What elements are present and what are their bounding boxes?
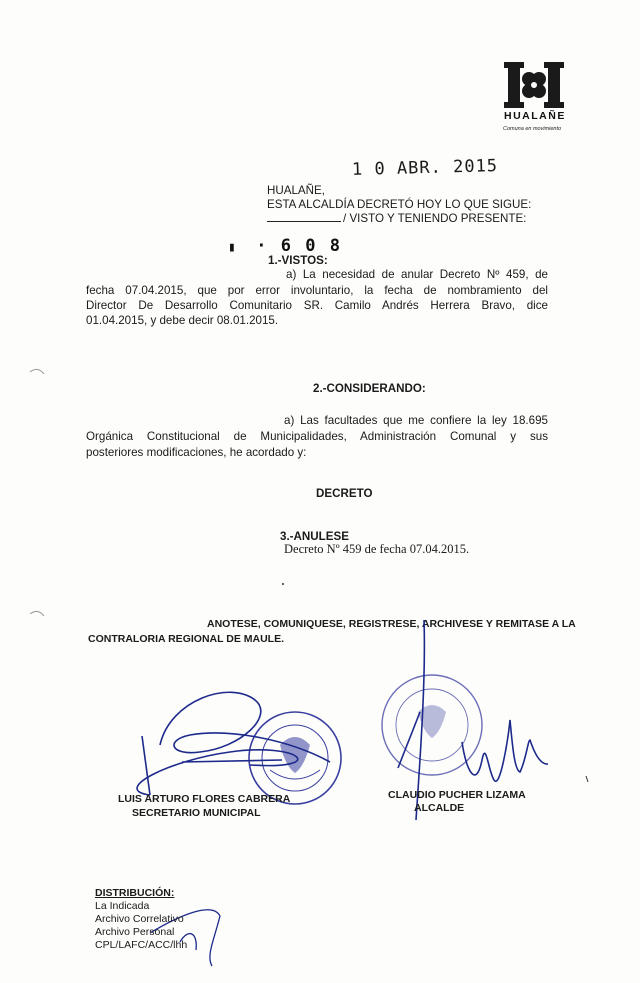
distribution-item: CPL/LAFC/ACC/lhh [95,939,188,951]
stamp-prefix-mark: ▮ [228,240,238,255]
vistos-line: Director De Desarrollo Comunitario SR. Camilo Andrés Herrera Bravo, dice [86,299,548,312]
decree-number: · 6 0 8 [256,236,342,256]
received-date-stamp: 1 0 ABR. 2015 [351,156,499,180]
secretary-role: SECRETARIO MUNICIPAL [132,807,261,819]
anulese-text: Decreto Nº 459 de fecha 07.04.2015. [284,542,470,556]
secretary-name: LUIS ARTURO FLORES CABRERA [118,793,291,805]
distribution-item: Archivo Correlativo [95,913,184,925]
header-line2-text: / VISTO Y TENIENDO PRESENTE: [343,212,527,225]
closing-line1: ANOTESE, COMUNIQUESE, REGISTRESE, ARCHIVESE Y REMITASE A LA [207,618,576,630]
distribution-item: Archivo Personal [95,926,175,938]
considerando-line: Orgánica Constitucional de Municipalidades, Administración Comunal y sus [86,430,548,443]
vistos-line: 01.04.2015, y debe decir 08.01.2015. [86,314,279,327]
header-line1: ESTA ALCALDÍA DECRETÓ HOY LO QUE SIGUE: [267,198,532,211]
mayor-role: ALCALDE [414,802,465,814]
header-place: HUALAÑE, [267,184,325,197]
mayor-seal [382,675,482,775]
considerando-title: 2.-CONSIDERANDO: [313,382,426,395]
vistos-title: 1.-VISTOS: [268,254,328,267]
closing-line2: CONTRALORIA REGIONAL DE MAULE. [88,633,284,645]
vistos-line: fecha 07.04.2015, que por error involuntario, la fecha de nombramiento del [86,284,548,297]
decreto-title: DECRETO [316,487,373,500]
distribution-item: La Indicada [95,900,150,912]
logo-tagline: Comuna en movimiento [503,126,562,132]
secretary-seal [249,712,341,804]
considerando-line: posteriores modificaciones, he acordado y: [86,446,307,459]
anulese-title: 3.-ANULESE [280,530,349,543]
considerando-first-line: a) Las facultades que me confiere la ley 18.695 [284,414,548,427]
stray-dot [282,583,284,585]
distribution-title: DISTRIBUCIÓN: [95,887,175,899]
vistos-first-line: a) La necesidad de anular Decreto Nº 459, de [286,268,548,281]
mayor-name: CLAUDIO PUCHER LIZAMA [388,789,526,801]
logo-name: HUALAÑE [504,110,566,122]
